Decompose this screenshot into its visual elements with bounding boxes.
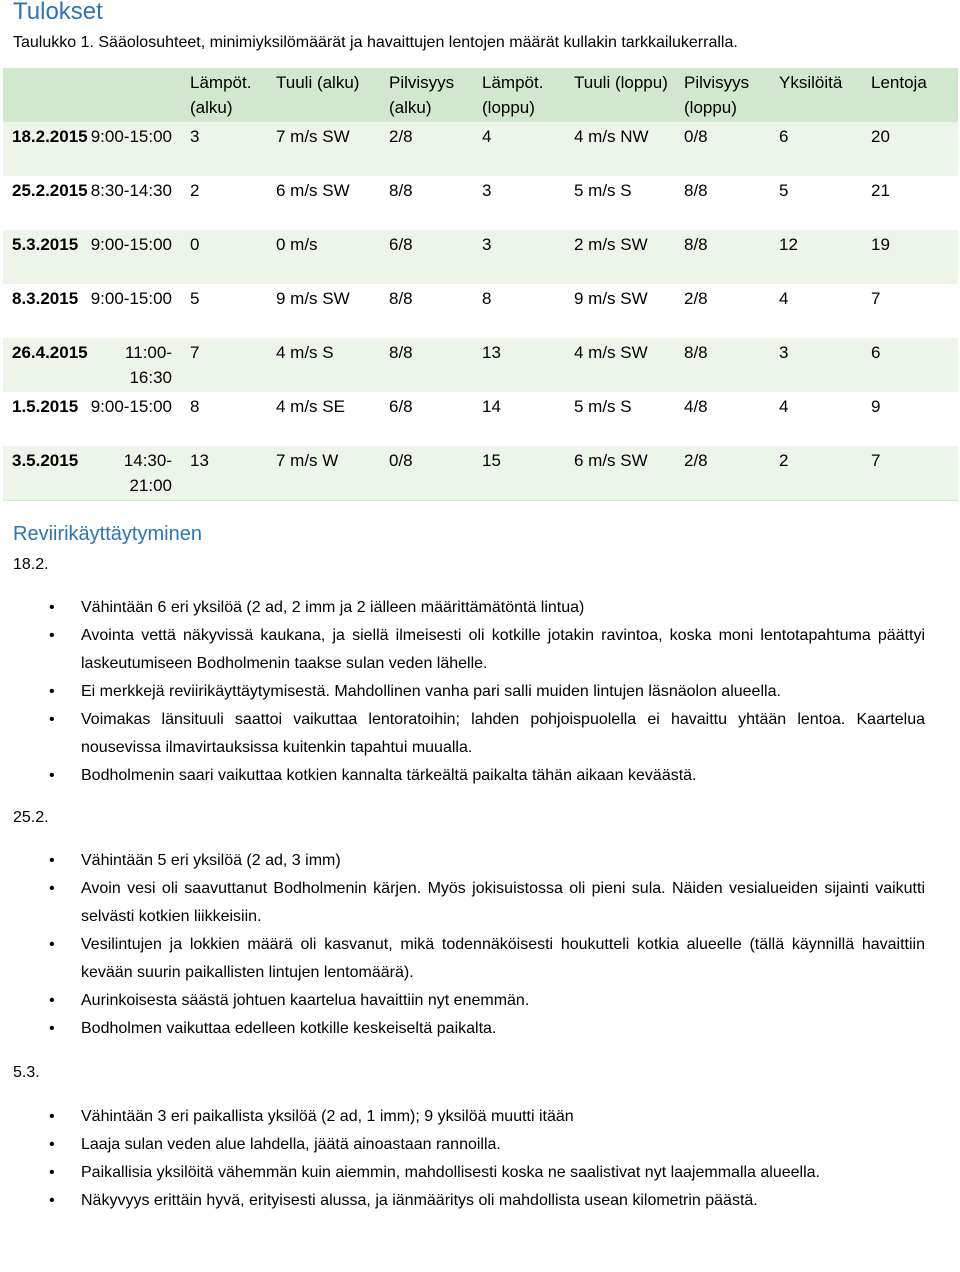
table-row [3, 230, 958, 284]
date-cell: 5.3.2015 [12, 235, 79, 254]
table-cell: 4 m/s SW [574, 343, 648, 362]
day-label-2: 25.2. [13, 809, 49, 826]
column-header: Tuuli (loppu) [574, 73, 668, 92]
table-cell: 5 m/s S [574, 397, 632, 416]
time-cell: 9:00-15:00 [90, 289, 172, 308]
table-cell: 3 [482, 181, 492, 200]
list-item: • Vähintään 6 eri yksilöä (2 ad, 2 imm ja 2 iälleen määrittämätöntä lintua) [81, 594, 925, 622]
time-cell: 11:00-16:30 [125, 343, 172, 387]
column-header: Lämpöt. (alku) [190, 73, 252, 117]
date-cell: 8.3.2015 [12, 289, 79, 308]
table-cell: 9 m/s SW [574, 289, 648, 308]
table-cell: 3 [779, 343, 789, 362]
table-row [3, 392, 958, 446]
table-cell: 0 [190, 235, 200, 254]
weather-table [3, 68, 958, 501]
table-cell: 4 m/s SE [276, 397, 345, 416]
date-cell: 26.4.2015 [12, 343, 88, 362]
list-item: • Vesilintujen ja lokkien määrä oli kasvanut, mikä todennäköisesti houkutteli kotkia alueelle (tällä käynnillä havaittiin kevään suurin paikallisten lintujen lentomäärä). [81, 931, 925, 987]
column-header: Lämpöt. (loppu) [482, 73, 544, 117]
table-cell: 14 [482, 397, 501, 416]
table-cell: 20 [871, 127, 890, 146]
section-subheading: Reviirikäyttäytyminen [13, 523, 202, 545]
table-cell: 8/8 [684, 235, 708, 254]
list-item: • Bodholmenin saari vaikuttaa kotkien kannalta tärkeältä paikalta tähän aikaan keväästä. [81, 762, 925, 790]
column-header: Pilvisyys (loppu) [684, 73, 750, 117]
table-cell: 8/8 [389, 343, 413, 362]
table-cell: 6 [871, 343, 881, 362]
time-cell: 9:00-15:00 [90, 235, 172, 254]
table-cell: 13 [482, 343, 501, 362]
table-cell: 2 [779, 451, 789, 470]
table-cell: 4 [779, 289, 789, 308]
column-header [3, 68, 86, 122]
table-cell: 9 m/s SW [276, 289, 350, 308]
day-label-3: 5.3. [13, 1064, 40, 1081]
date-cell: 3.5.2015 [12, 451, 79, 470]
table-cell: 0 m/s [276, 235, 318, 254]
table-row [3, 284, 958, 338]
day-3-bullets [81, 1103, 925, 1215]
table-cell: 8/8 [389, 289, 413, 308]
table-cell: 8/8 [684, 343, 708, 362]
list-item: • Ei merkkejä reviirikäyttäytymisestä. Mahdollinen vanha pari salli muiden lintujen läsnäolon alueella. [81, 678, 925, 706]
list-item: • Voimakas länsituuli saattoi vaikuttaa lentoratoihin; lahden pohjoispuolella ei havaittu yhtään lentoa. Kaartelua nousevissa ilmavirtauksissa kuitenkin tapahtui muualla. [81, 706, 925, 762]
day-1-bullets [81, 594, 925, 790]
table-cell: 8 [482, 289, 492, 308]
table-cell: 6/8 [389, 397, 413, 416]
time-cell: 9:00-15:00 [90, 127, 172, 146]
list-item: • Paikallisia yksilöitä vähemmän kuin aiemmin, mahdollisesti koska ne saalistivat nyt laajemmalla alueella. [81, 1159, 925, 1187]
table-cell: 6/8 [389, 235, 413, 254]
list-item: • Avointa vettä näkyvissä kaukana, ja siellä ilmeisesti oli kotkille jotakin ravintoa, koska moni lentotapahtuma päättyi laskeutumiseen Bodholmenin taakse sulan veden lähelle. [81, 622, 925, 678]
list-item: • Laaja sulan veden alue lahdella, jäätä ainoastaan rannoilla. [81, 1131, 925, 1159]
table-cell: 7 [190, 343, 200, 362]
date-cell: 25.2.2015 [12, 181, 88, 200]
table-cell: 2/8 [684, 451, 708, 470]
table-row [3, 446, 958, 501]
table-cell: 5 [190, 289, 200, 308]
table-cell: 4 [779, 397, 789, 416]
table-caption: Taulukko 1. Sääolosuhteet, minimiyksilömäärät ja havaittujen lentojen määrät kullakin tarkkailukerralla. [13, 34, 738, 51]
table-cell: 6 [779, 127, 789, 146]
table-cell: 12 [779, 235, 798, 254]
table-cell: 2 [190, 181, 200, 200]
table-cell: 4 m/s NW [574, 127, 649, 146]
table-cell: 3 [190, 127, 200, 146]
time-cell: 9:00-15:00 [90, 397, 172, 416]
table-cell: 7 [871, 289, 881, 308]
table-cell: 8/8 [684, 181, 708, 200]
column-header [86, 68, 190, 122]
column-header: Pilvisyys (alku) [389, 73, 455, 117]
table-cell: 4 m/s S [276, 343, 334, 362]
table-cell: 15 [482, 451, 501, 470]
table-cell: 7 [871, 451, 881, 470]
list-item: • Aurinkoisesta säästä johtuen kaartelua havaittiin nyt enemmän. [81, 987, 925, 1015]
table-cell: 5 [779, 181, 789, 200]
table-cell: 7 m/s SW [276, 127, 350, 146]
day-label-1: 18.2. [13, 556, 49, 573]
table-cell: 4/8 [684, 397, 708, 416]
table-cell: 4 [482, 127, 492, 146]
table-cell: 2 m/s SW [574, 235, 648, 254]
column-header: Yksilöitä [779, 73, 843, 92]
list-item: • Bodholmen vaikuttaa edelleen kotkille keskeiseltä paikalta. [81, 1015, 925, 1043]
table-cell: 6 m/s SW [574, 451, 648, 470]
list-item: • Avoin vesi oli saavuttanut Bodholmenin kärjen. Myös jokisuistossa oli pieni sula. Näiden vesialueiden sijainti vaikutti selvästi kotkien liikkeisiin. [81, 875, 925, 931]
page-heading: Tulokset [13, 0, 103, 25]
table-cell: 13 [190, 451, 209, 470]
table-cell: 0/8 [684, 127, 708, 146]
table-row [3, 338, 958, 392]
table-cell: 9 [871, 397, 881, 416]
day-2-bullets [81, 847, 925, 1043]
column-header: Tuuli (alku) [276, 73, 360, 92]
time-cell: 8:30-14:30 [90, 181, 172, 200]
time-cell: 14:30-21:00 [123, 451, 172, 495]
table-header-row [3, 68, 958, 122]
column-header: Lentoja [871, 73, 927, 92]
table-cell: 0/8 [389, 451, 413, 470]
date-cell: 1.5.2015 [12, 397, 79, 416]
table-cell: 3 [482, 235, 492, 254]
table-cell: 21 [871, 181, 890, 200]
table-cell: 5 m/s S [574, 181, 632, 200]
table-row [3, 176, 958, 230]
table-cell: 7 m/s W [276, 451, 339, 470]
table-cell: 19 [871, 235, 890, 254]
table-cell: 6 m/s SW [276, 181, 350, 200]
table-cell: 8 [190, 397, 200, 416]
table-cell: 2/8 [684, 289, 708, 308]
list-item: • Vähintään 3 eri paikallista yksilöä (2 ad, 1 imm); 9 yksilöä muutti itään [81, 1103, 925, 1131]
date-cell: 18.2.2015 [12, 127, 88, 146]
table-cell: 2/8 [389, 127, 413, 146]
list-item: • Näkyvyys erittäin hyvä, erityisesti alussa, ja iänmääritys oli mahdollista usean kilometrin päästä. [81, 1187, 925, 1215]
list-item: • Vähintään 5 eri yksilöä (2 ad, 3 imm) [81, 847, 925, 875]
table-cell: 8/8 [389, 181, 413, 200]
table-row [3, 122, 958, 176]
